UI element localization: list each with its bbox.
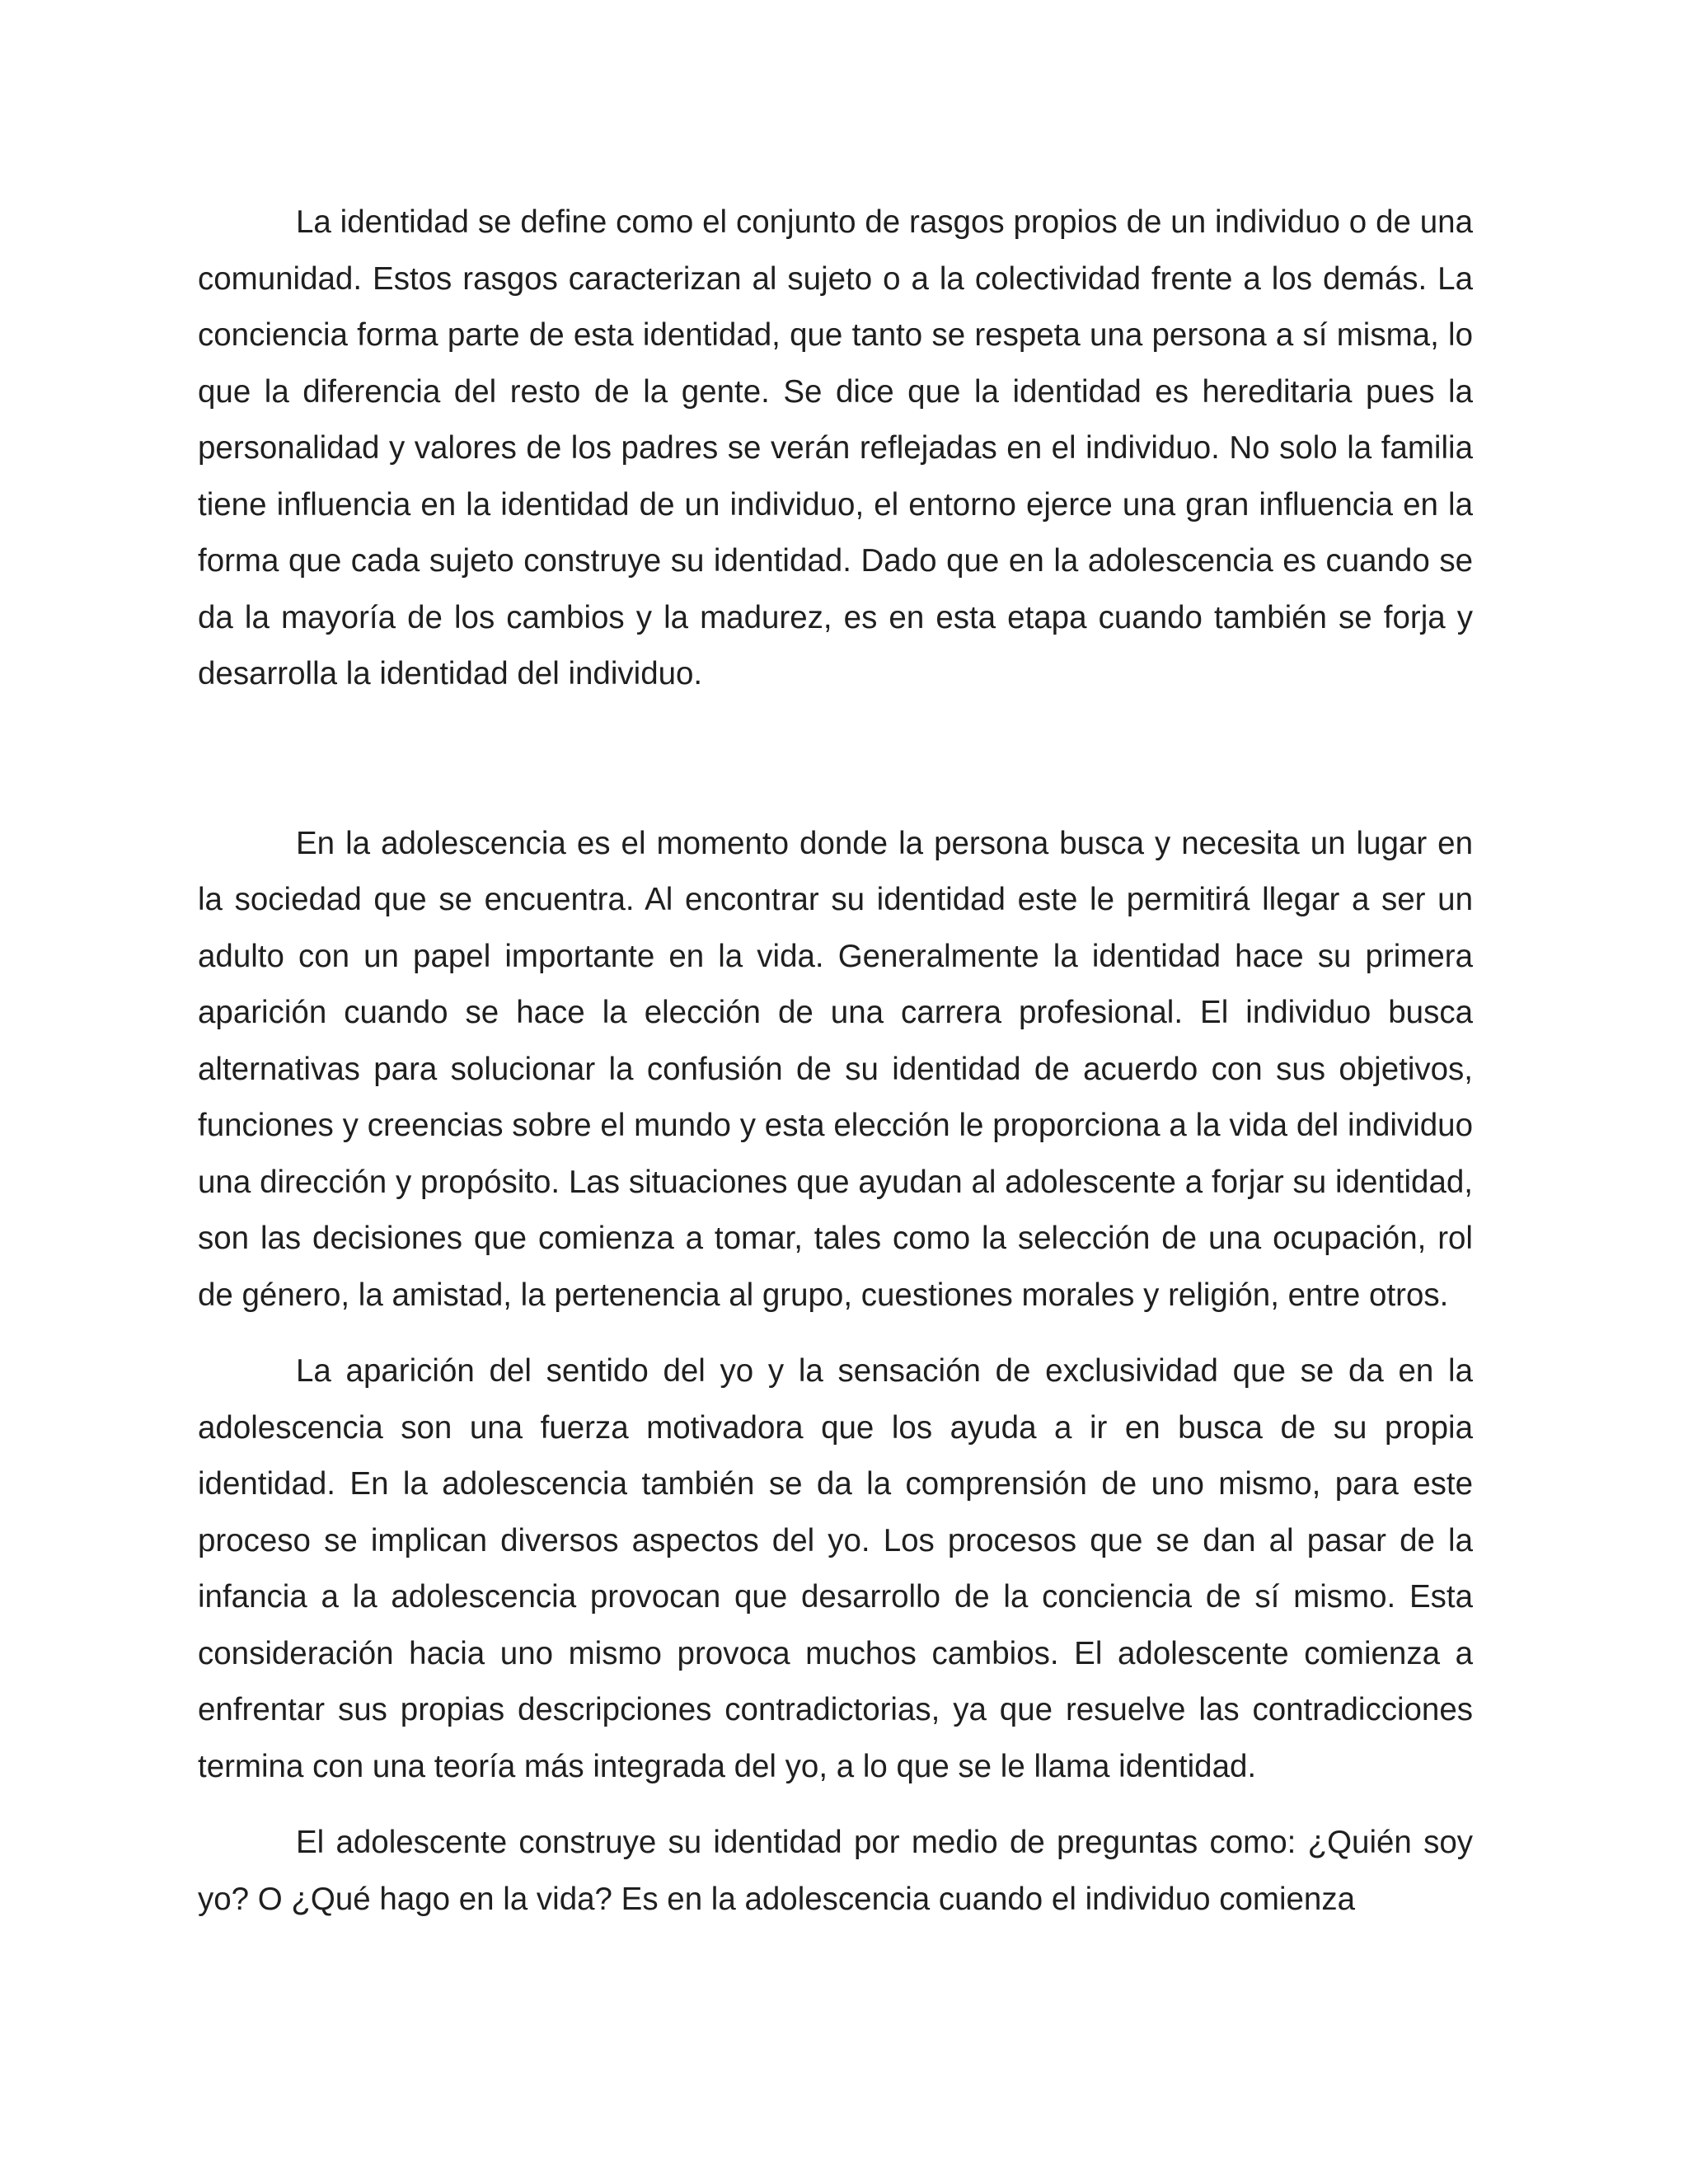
body-text — [198, 194, 1473, 1928]
paragraph-identity-definition: La identidad se define como el conjunto de rasgos propios de un individuo o de una comunidad. Estos rasgos caracterizan al sujeto o a la colectividad frente a los demás. La conciencia forma parte de esta identidad, que tanto se respeta una persona a sí misma, lo que la diferencia del resto de la gente. Se dice que la identidad es hereditaria pues la personalidad y valores de los padres se verán reflejadas en el individuo. No solo la familia tiene influencia en la identidad de un individuo, el entorno ejerce una gran influencia en la forma que cada sujeto construye su identidad. Dado que en la adolescencia es cuando se da la mayoría de los cambios y la madurez, es en esta etapa cuando también se forja y desarrolla la identidad del individuo. — [198, 204, 1473, 691]
paragraph-sense-of-self: La aparición del sentido del yo y la sensación de exclusividad que se da en la adolescencia son una fuerza motivadora que los ayuda a ir en busca de su propia identidad. En la adolescencia también se da la comprensión de uno mismo, para este proceso se implican diversos aspectos del yo. Los procesos que se dan al pasar de la infancia a la adolescencia provocan que desarrollo de la conciencia de sí mismo. Esta consideración hacia uno mismo provoca muchos cambios. El adolescente comienza a enfrentar sus propias descripciones contradictorias, ya que resuelve las contradicciones termina con una teoría más integrada del yo, a lo que se le llama identidad. — [198, 1353, 1473, 1784]
paragraph-adolescence-place-in-society: En la adolescencia es el momento donde la persona busca y necesita un lugar en la sociedad que se encuentra. Al encontrar su identidad este le permitirá llegar a ser un adulto con un papel importante en la vida. Generalmente la identidad hace su primera aparición cuando se hace la elección de una carrera profesional. El individuo busca alternativas para solucionar la confusión de su identidad de acuerdo con sus objetivos, funciones y creencias sobre el mundo y esta elección le proporciona a la vida del individuo una dirección y propósito. Las situaciones que ayudan al adolescente a forjar su identidad, son las decisiones que comienza a tomar, tales como la selección de una ocupación, rol de género, la amistad, la pertenencia al grupo, cuestiones morales y religión, entre otros. — [198, 825, 1473, 1313]
paragraph-identity-questions: El adolescente construye su identidad por medio de preguntas como: ¿Quién soy yo? O ¿Qué hago en la vida? Es en la adolescencia cuando el individuo comienza — [198, 1825, 1473, 1917]
